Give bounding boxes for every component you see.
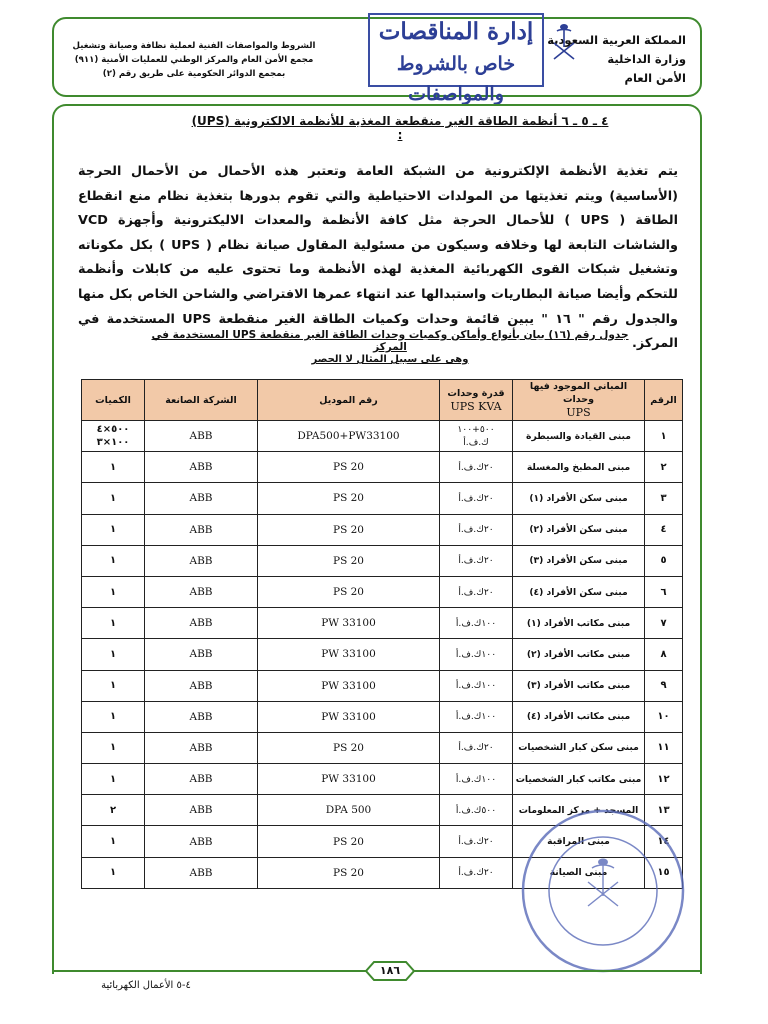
- cell-building: المسجد + مركز المعلومات: [513, 795, 645, 826]
- kingdom-name: المملكة العربية السعودية: [547, 33, 686, 47]
- cell-maker: ABB: [145, 857, 258, 888]
- table-row: [82, 576, 683, 607]
- header-qty: الكميات: [82, 380, 145, 421]
- cell-capacity: [440, 421, 513, 452]
- table-row: [82, 608, 683, 639]
- cell-building: مبنى المراقبة: [513, 826, 645, 857]
- header-capacity-line-2: UPS KVA: [450, 399, 502, 413]
- cell-capacity: ٢٠ك.ف.أ: [440, 452, 513, 483]
- cell-building: مبنى مكاتب الأفراد (٢): [513, 639, 645, 670]
- stamp-line-1: إدارة المناقصات: [378, 18, 534, 45]
- table-row: [82, 483, 683, 514]
- page-number: ١٨٦: [379, 964, 401, 977]
- cell-building: مبنى مكاتب الأفراد (١): [513, 608, 645, 639]
- cell-num: ٤: [645, 514, 683, 545]
- cell-capacity: ٢٠ك.ف.أ: [440, 732, 513, 763]
- section-title: ٤ ـ ٥ ـ ٦ أنظمة الطاقة الغير منقطعة المغذية للأنظمة الالكترونية (UPS) :: [191, 114, 609, 142]
- cell-building: مبنى القيادة والسيطرة: [513, 421, 645, 452]
- cell-model: PS 20: [258, 732, 440, 763]
- cell-model: PW 33100: [258, 701, 440, 732]
- cell-building: مبنى مكاتب كبار الشخصيات: [513, 764, 645, 795]
- cell-qty-line-2: ١٠٠×٣: [96, 437, 130, 449]
- table-row: [82, 701, 683, 732]
- cell-qty: ١: [82, 514, 145, 545]
- cell-maker: ABB: [145, 452, 258, 483]
- stamp-line-2: خاص بالشروط والمواصفات: [396, 53, 516, 105]
- table-row: [82, 764, 683, 795]
- cell-capacity: ٢٠ك.ف.أ: [440, 514, 513, 545]
- cell-capacity: ١٠٠ك.ف.أ: [440, 670, 513, 701]
- cell-qty: ١: [82, 857, 145, 888]
- header-frame: [52, 17, 702, 105]
- cell-num: ٦: [645, 576, 683, 607]
- cell-num: ٢: [645, 452, 683, 483]
- cell-qty: ١: [82, 732, 145, 763]
- cell-num: ٨: [645, 639, 683, 670]
- table-row: [82, 421, 683, 452]
- cell-capacity: ١٠٠ك.ف.أ: [440, 608, 513, 639]
- footer-section-label: ٤-٥ الأعمال الكهربائية: [101, 980, 191, 991]
- table-row: [82, 639, 683, 670]
- cell-num: ٣: [645, 483, 683, 514]
- cell-qty: ١: [82, 639, 145, 670]
- table-row: [82, 545, 683, 576]
- table-row: [82, 732, 683, 763]
- tender-stamp: [368, 13, 544, 105]
- ministry-name: وزارة الداخلية: [607, 52, 686, 66]
- cell-capacity: ٢٠ك.ف.أ: [440, 545, 513, 576]
- department-name: الأمن العام: [624, 71, 686, 85]
- cell-num: ١: [645, 421, 683, 452]
- project-block: [64, 39, 324, 81]
- cell-building: مبنى سكن الأفراد (٣): [513, 545, 645, 576]
- cell-maker: ABB: [145, 670, 258, 701]
- cell-model: PS 20: [258, 576, 440, 607]
- cell-num: ١٥: [645, 857, 683, 888]
- cell-qty: ١: [82, 608, 145, 639]
- table-row: [82, 670, 683, 701]
- cell-qty-line-1: ٥٠٠×٤: [96, 424, 130, 436]
- header-num: الرقم: [645, 380, 683, 421]
- header-capacity: [440, 380, 513, 421]
- header-building: [513, 380, 645, 421]
- cell-qty: ١: [82, 545, 145, 576]
- cell-building: مبنى مكاتب الأفراد (٣): [513, 670, 645, 701]
- cell-building: مبنى سكن الأفراد (١): [513, 483, 645, 514]
- header-building-line-1: المباني الموجود فيها وحدات: [529, 381, 628, 405]
- cell-qty: ٢: [82, 795, 145, 826]
- cell-qty: ١: [82, 764, 145, 795]
- cell-model: DPA 500: [258, 795, 440, 826]
- table-subcaption: وهى على سبيل المثال لا الحصر: [311, 354, 469, 365]
- project-line-2: مجمع الأمن العام والمركز الوطني للعمليات الأمنية (٩١١): [74, 55, 314, 65]
- cell-building: مبنى سكن الأفراد (٢): [513, 514, 645, 545]
- cell-capacity: ٢٠ك.ف.أ: [440, 576, 513, 607]
- cell-qty: ١: [82, 452, 145, 483]
- cell-maker: ABB: [145, 764, 258, 795]
- cell-model: PW 33100: [258, 608, 440, 639]
- cell-num: ١٤: [645, 826, 683, 857]
- header-model: رقم الموديل: [258, 380, 440, 421]
- cell-qty: ١: [82, 483, 145, 514]
- cell-maker: ABB: [145, 608, 258, 639]
- cell-model: DPA500+PW33100: [258, 421, 440, 452]
- cell-num: ١١: [645, 732, 683, 763]
- cell-model: PS 20: [258, 452, 440, 483]
- cell-model: PS 20: [258, 857, 440, 888]
- cell-maker: ABB: [145, 483, 258, 514]
- cell-model: PW 33100: [258, 639, 440, 670]
- cell-capacity: ٢٠ك.ف.أ: [440, 857, 513, 888]
- cell-qty: [82, 421, 145, 452]
- cell-num: ٧: [645, 608, 683, 639]
- cell-qty: ١: [82, 826, 145, 857]
- cell-maker: ABB: [145, 514, 258, 545]
- header-capacity-line-1: قدرة وحدات: [447, 387, 505, 399]
- cell-num: ٥: [645, 545, 683, 576]
- cell-capacity: ١٠٠ك.ف.أ: [440, 764, 513, 795]
- cell-model: PS 20: [258, 483, 440, 514]
- cell-maker: ABB: [145, 732, 258, 763]
- description-paragraph: يتم تغذية الأنظمة الإلكترونية من الشبكة العامة وتعتبر هذه الأحمال من الأحمال الحرجة (الأساسية) ويتم تغذيتها من المولدات الاحتياطية والتي تقوم بدورها بتغذية نظام منع انقطاع الطاقة ( UPS ) للأحمال الحرجة مثل كافة الأنظمة والمعدات الاليكترونية وأجهزة VCD والشاشات التابعة لها وخلافه وسيكون من مسئولية المقاول صيانة نظام ( UPS ) بكل مكوناته وتشغيل شبكات القوى الكهربائية المغذية لهذه الأنظمة وما تحتوى عليه من كابلات وأنظمة للتحكم وأيضا صيانة البطاريات واستبدالها عند انتهاء عمرها الافتراضي والشاحن الخاص بكل منها والجدول رقم " ١٦ " يبين قائمة وحدات وكميات الطاقة الغير منقطعة UPS المستخدمة في المركز.: [78, 164, 678, 352]
- cell-maker: ABB: [145, 701, 258, 732]
- cell-model: PW 33100: [258, 764, 440, 795]
- cell-building: مبنى سكن كبار الشخصيات: [513, 732, 645, 763]
- cell-building: مبنى المطبخ والمغسلة: [513, 452, 645, 483]
- cell-model: PS 20: [258, 514, 440, 545]
- cell-num: ١٣: [645, 795, 683, 826]
- cell-building: مبنى مكاتب الأفراد (٤): [513, 701, 645, 732]
- cell-capacity-line-1: ٥٠٠+١٠٠: [457, 424, 495, 436]
- cell-maker: ABB: [145, 826, 258, 857]
- cell-num: ١٢: [645, 764, 683, 795]
- cell-maker: ABB: [145, 576, 258, 607]
- table-header-row: [82, 380, 683, 421]
- official-round-stamp-icon: [518, 806, 688, 976]
- cell-capacity-line-2: ك.ف.أ: [463, 437, 489, 449]
- cell-qty: ١: [82, 576, 145, 607]
- cell-qty: ١: [82, 670, 145, 701]
- cell-maker: ABB: [145, 639, 258, 670]
- cell-capacity: ٥٠٠ك.ف.أ: [440, 795, 513, 826]
- cell-qty: ١: [82, 701, 145, 732]
- cell-model: PW 33100: [258, 670, 440, 701]
- cell-model: PS 20: [258, 545, 440, 576]
- cell-building: مبنى الصيانة: [513, 857, 645, 888]
- cell-capacity: ١٠٠ك.ف.أ: [440, 701, 513, 732]
- header-building-line-2: UPS: [566, 406, 591, 419]
- cell-maker: ABB: [145, 795, 258, 826]
- cell-model: PS 20: [258, 826, 440, 857]
- cell-num: ١٠: [645, 701, 683, 732]
- table-caption: جدول رقم (١٦) بيان بأنواع وأماكن وكميات وحدات الطاقة الغير منقطعة UPS المستخدمة في المركز: [151, 329, 629, 353]
- cell-num: ٩: [645, 670, 683, 701]
- table-row: [82, 514, 683, 545]
- table-row: [82, 452, 683, 483]
- cell-capacity: ٢٠ك.ف.أ: [440, 826, 513, 857]
- project-line-3: بمجمع الدوائر الحكومية على طريق رقم (٢): [102, 69, 286, 79]
- header-maker: الشركة الصانعة: [145, 380, 258, 421]
- cell-capacity: ١٠٠ك.ف.أ: [440, 639, 513, 670]
- cell-maker: ABB: [145, 545, 258, 576]
- cell-capacity: ٢٠ك.ف.أ: [440, 483, 513, 514]
- project-line-1: الشروط والمواصفات الفنية لعملية نظافة وصيانة وتشغيل: [72, 41, 316, 51]
- cell-maker: ABB: [145, 421, 258, 452]
- cell-building: مبنى سكن الأفراد (٤): [513, 576, 645, 607]
- saudi-emblem-icon: [548, 21, 580, 67]
